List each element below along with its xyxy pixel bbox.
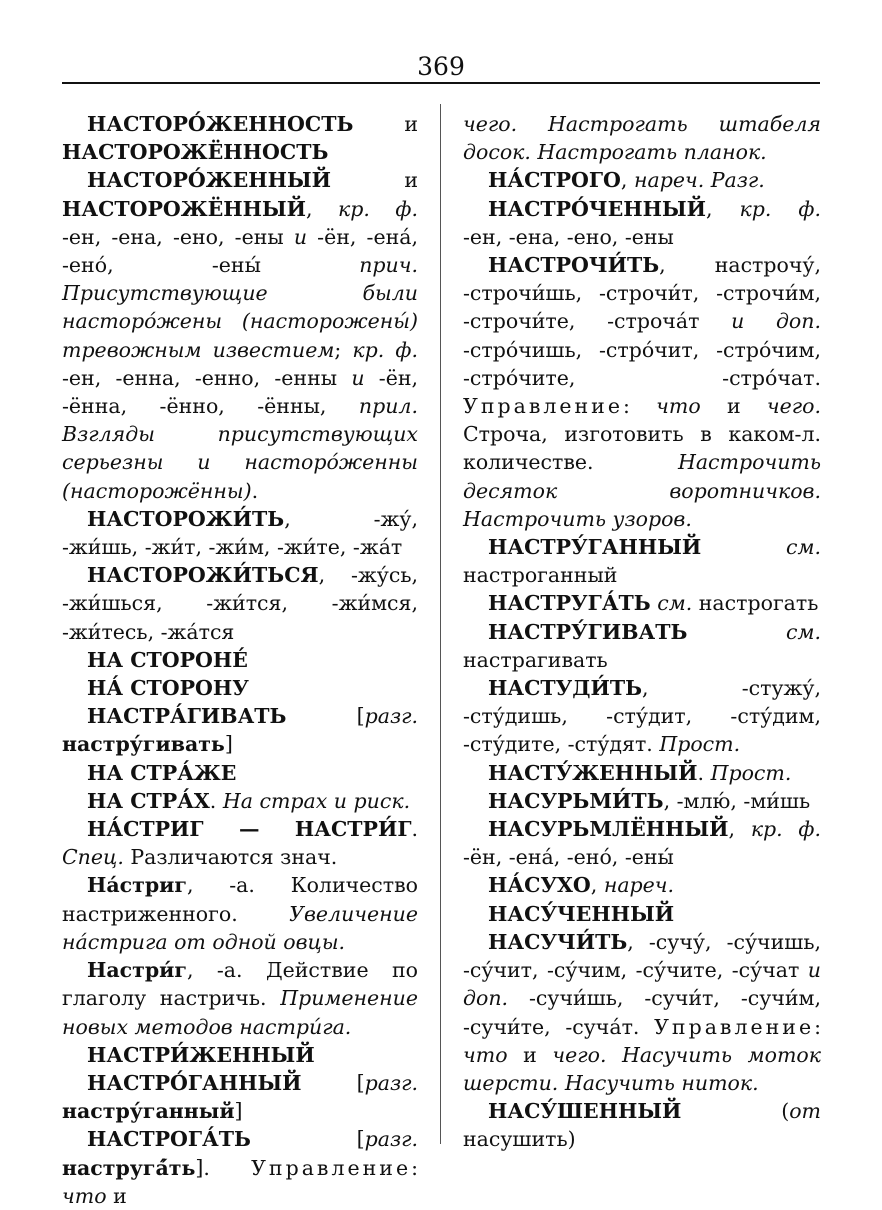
dictionary-entry: НАСТОРО́ЖЕННОСТЬ и НАСТОРОЖЁННОСТЬ xyxy=(62,112,418,165)
dictionary-entry: На́стриг, -а. Количество настриженного. Увеличение на́стрига от одной овцы. xyxy=(62,873,418,954)
dictionary-entry: НАСТРО́ЧЕННЫЙ, кр. ф. -ен, -ена, -ено, -ены xyxy=(463,196,821,249)
dictionary-entry: НАСТУ́ЖЕННЫЙ. Прост. xyxy=(488,760,792,785)
dictionary-entry: НА́СТРИГ — НАСТРИ́Г. Спец. Различаются знач. xyxy=(62,817,418,870)
right-column xyxy=(463,110,821,1154)
dictionary-entry: НАСТРО́ГАННЫЙ [разг. настру́ганный] xyxy=(62,1070,418,1124)
dictionary-entry: НАСУЧИ́ТЬ, -сучу́, -су́чишь, -су́чит, -су́чим, -су́чите, -су́чат и доп. -сучи́шь, -сучи́т, -сучи́м, -сучи́те, -суча́т. Управление: что и чего. Насучить моток шерсти. Насучить ниток. xyxy=(463,929,821,1095)
left-column xyxy=(62,110,418,1210)
dictionary-entry: НАСТУДИ́ТЬ, -стужу́, -сту́дишь, -сту́дит, -сту́дим, -сту́дите, -сту́дят. Прост. xyxy=(463,676,821,757)
dictionary-entry: НАСУ́ЧЕННЫЙ xyxy=(488,901,675,926)
dictionary-entry: Настри́г, -а. Действие по глаголу настричь. Применение новых методов настри́га. xyxy=(62,958,418,1039)
dictionary-entry: НАСУРЬМИ́ТЬ, -млю́, -ми́шь xyxy=(488,788,811,813)
dictionary-entry: НА СТОРОНЕ́ xyxy=(87,647,248,672)
dictionary-entry: НАСТРА́ГИВАТЬ [разг. настру́гивать] xyxy=(62,704,418,757)
page-number: 369 xyxy=(417,52,465,81)
dictionary-entry: НА́СТРОГО, нареч. Разг. xyxy=(488,168,765,193)
column-divider xyxy=(440,104,441,1144)
dictionary-entry: НАСТОРО́ЖЕННЫЙ и НАСТОРОЖЁННЫЙ, кр. ф. -ен, -ена, -ено, -ены и -ён, -ена́, -ено́, -ены́ прич. Присутствующие были насторо́жены (насторожены́) тревожным известием; кр. ф. -ен, -енна, -енно, -енны и -ён, -ённа, -ённо, -ённы, прил. Взгляды присутствующих серьезны и насторо́женны (насторожённы). xyxy=(62,168,419,503)
dictionary-entry: НАСУ́ШЕННЫЙ (от насушить) xyxy=(463,1099,821,1152)
header-rule xyxy=(62,82,820,84)
dictionary-entry: НА́ СТОРОНУ xyxy=(87,676,249,701)
dictionary-entry: НАСТРОЧИ́ТЬ, настрочу́, -строчи́шь, -строчи́т, -строчи́м, -строчи́те, -строча́т и доп. -стро́чишь, -стро́чит, -стро́чим, -стро́чите, -стро́чат. Управление: что и чего. Строча, изготовить в каком-л. количестве. Настрочить десяток воротничков. Настрочить узоров. xyxy=(463,253,821,531)
dictionary-entry: НАСТРУГА́ТЬ см. настрогать xyxy=(488,591,819,616)
dictionary-entry: НАСТОРОЖИ́ТЬСЯ, -жу́сь, -жи́шься, -жи́тся, -жи́мся, -жи́тесь, -жа́тся xyxy=(62,563,418,644)
dictionary-entry: НА́СУХО, нареч. xyxy=(488,873,675,898)
dictionary-entry: НА СТРА́ЖЕ xyxy=(87,760,237,785)
dictionary-entry: чего. Настрогать штабеля досок. Настрогать планок. xyxy=(463,112,821,165)
dictionary-entry: НАСТОРОЖИ́ТЬ, -жу́, -жи́шь, -жи́т, -жи́м, -жи́те, -жа́т xyxy=(62,506,418,560)
dictionary-entry: НА СТРА́Х. На страх и риск. xyxy=(87,788,411,813)
dictionary-entry: НАСТРУ́ГИВАТЬ см. настрагивать xyxy=(463,619,821,672)
dictionary-entry: НАСУРЬМЛЁННЫЙ, кр. ф. -ён, -ена́, -ено́, -ены́ xyxy=(463,817,821,870)
dictionary-entry: НАСТРИ́ЖЕННЫЙ xyxy=(87,1042,315,1067)
dictionary-entry: НАСТРУ́ГАННЫЙ см. настроганный xyxy=(463,535,821,588)
dictionary-entry: НАСТРОГА́ТЬ [разг. настругá́ть]. Управление: что и xyxy=(62,1127,418,1208)
